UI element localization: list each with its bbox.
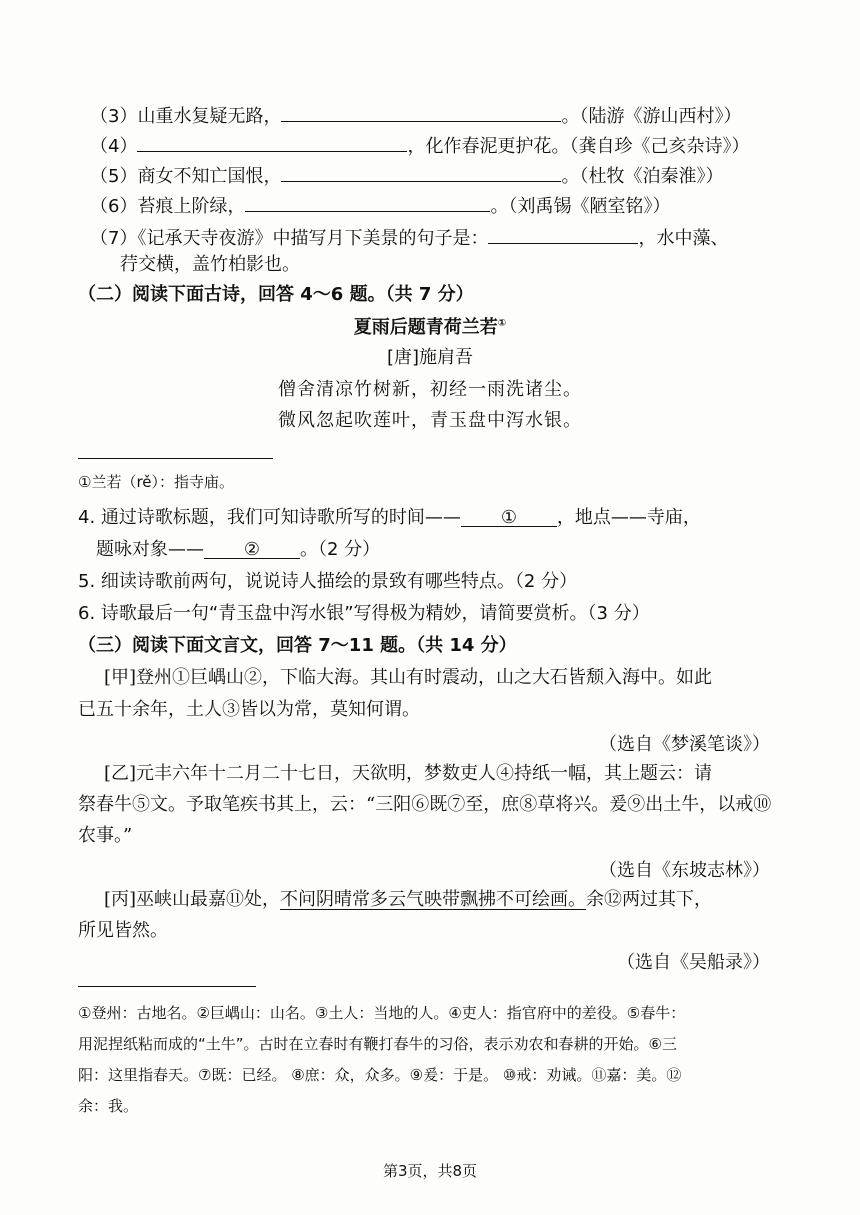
- poem-title: 夏雨后题青荷兰若①: [353, 317, 507, 338]
- question-6: 6. 诗歌最后一句“青玉盘中泻水银”写得极为精妙，请简要赏析。（3 分）: [78, 603, 650, 624]
- blank-item-6: （6）苔痕上阶绿， 。（刘禹锡《陋室铭》）: [90, 191, 670, 219]
- source-jia: （选自《梦溪笔谈》）: [599, 734, 770, 755]
- notes-divider: [78, 986, 256, 987]
- blank-item-7-cont: 荇交横，盖竹柏影也。: [120, 254, 300, 275]
- blank-item-3: （3）山重水复疑无路， 。（陆游《游山西村》）: [90, 101, 741, 129]
- page-number: 第3页，共8页: [382, 1162, 478, 1180]
- passage-jia-line-1: [甲]登州①巨嵎山②，下临大海。其山有时震动，山之大石皆颓入海中。如此: [104, 667, 713, 688]
- blank-item-7: （7）《记承天寺夜游》中描写月下美景的句子是： ，水中藻、: [90, 223, 728, 251]
- passage-bing-line-1: [丙]巫峡山最嘉⑪处，不问阴晴常多云气映带飘拂不可绘画。余⑫两过其下，: [104, 889, 713, 910]
- answer-blank[interactable]: [281, 161, 561, 182]
- question-5: 5. 细读诗歌前两句，说说诗人描绘的景致有哪些特点。（2 分）: [78, 571, 578, 592]
- answer-blank[interactable]: [137, 131, 407, 152]
- underlined-sentence: 不问阴晴常多云气映带飘拂不可绘画。: [280, 889, 587, 910]
- note-line-3: 阳：这里指春天。⑦既：已经。 ⑧庶：众，众多。⑨爰：于是。 ⑩戒：劝诫。⑪嘉：美。⑫: [78, 1066, 682, 1084]
- answer-blank[interactable]: [245, 191, 490, 212]
- note-line-1: ①登州：古地名。②巨嵎山：山名。③土人：当地的人。④吏人：指官府中的差役。⑤春牛：: [78, 1004, 686, 1022]
- note-line-2: 用泥捏纸粘而成的“土牛”。古时在立春时有鞭打春牛的习俗，表示劝农和春耕的开始。⑥三: [78, 1035, 677, 1053]
- passage-yi-line-3: 农事。”: [78, 825, 133, 846]
- passage-bing-line-2: 所见皆然。: [78, 920, 168, 941]
- poem-line-1: 僧舍清凉竹树新，初经一雨洗诸尘。: [278, 379, 582, 400]
- blank-item-5: （5）商女不知亡国恨， 。（杜牧《泊秦淮》）: [90, 161, 723, 189]
- question-4-cont: 题咏对象—— ② 。（2 分）: [96, 539, 381, 560]
- passage-jia-line-2: 已五十余年，土人③皆以为常，莫知何谓。: [78, 699, 420, 720]
- answer-blank[interactable]: [281, 101, 561, 122]
- section-2-heading: （二）阅读下面古诗，回答 4～6 题。（共 7 分）: [78, 284, 474, 305]
- poem-author: [唐]施肩吾: [386, 347, 474, 368]
- source-bing: （选自《吴船录》）: [617, 952, 770, 973]
- blank-item-4: （4） ，化作春泥更护花。（龚自珍《己亥杂诗》）: [90, 131, 749, 159]
- poem-line-2: 微风忽起吹莲叶，青玉盘中泻水银。: [278, 410, 582, 431]
- section-3-heading: （三）阅读下面文言文，回答 7～11 题。（共 14 分）: [78, 635, 517, 656]
- note-line-4: 余：我。: [78, 1097, 139, 1115]
- passage-yi-line-2: 祭春牛⑤文。予取笔疾书其上，云：“三阳⑥既⑦至，庶⑧草将兴。爰⑨出土牛，以戒⑩: [78, 794, 772, 815]
- answer-blank[interactable]: ①: [461, 506, 557, 527]
- passage-yi-line-1: [乙]元丰六年十二月二十七日，天欲明，梦数吏人④持纸一幅，其上题云：请: [104, 763, 713, 784]
- source-yi: （选自《东坡志林》）: [599, 860, 770, 881]
- answer-blank[interactable]: ②: [204, 538, 300, 559]
- question-4: 4. 通过诗歌标题，我们可知诗歌所写的时间—— ① ，地点——寺庙，: [78, 507, 701, 528]
- poem-footnote: ①兰若（rě）：指寺庙。: [78, 473, 235, 491]
- footnote-divider: [78, 458, 273, 459]
- answer-blank[interactable]: [488, 223, 638, 244]
